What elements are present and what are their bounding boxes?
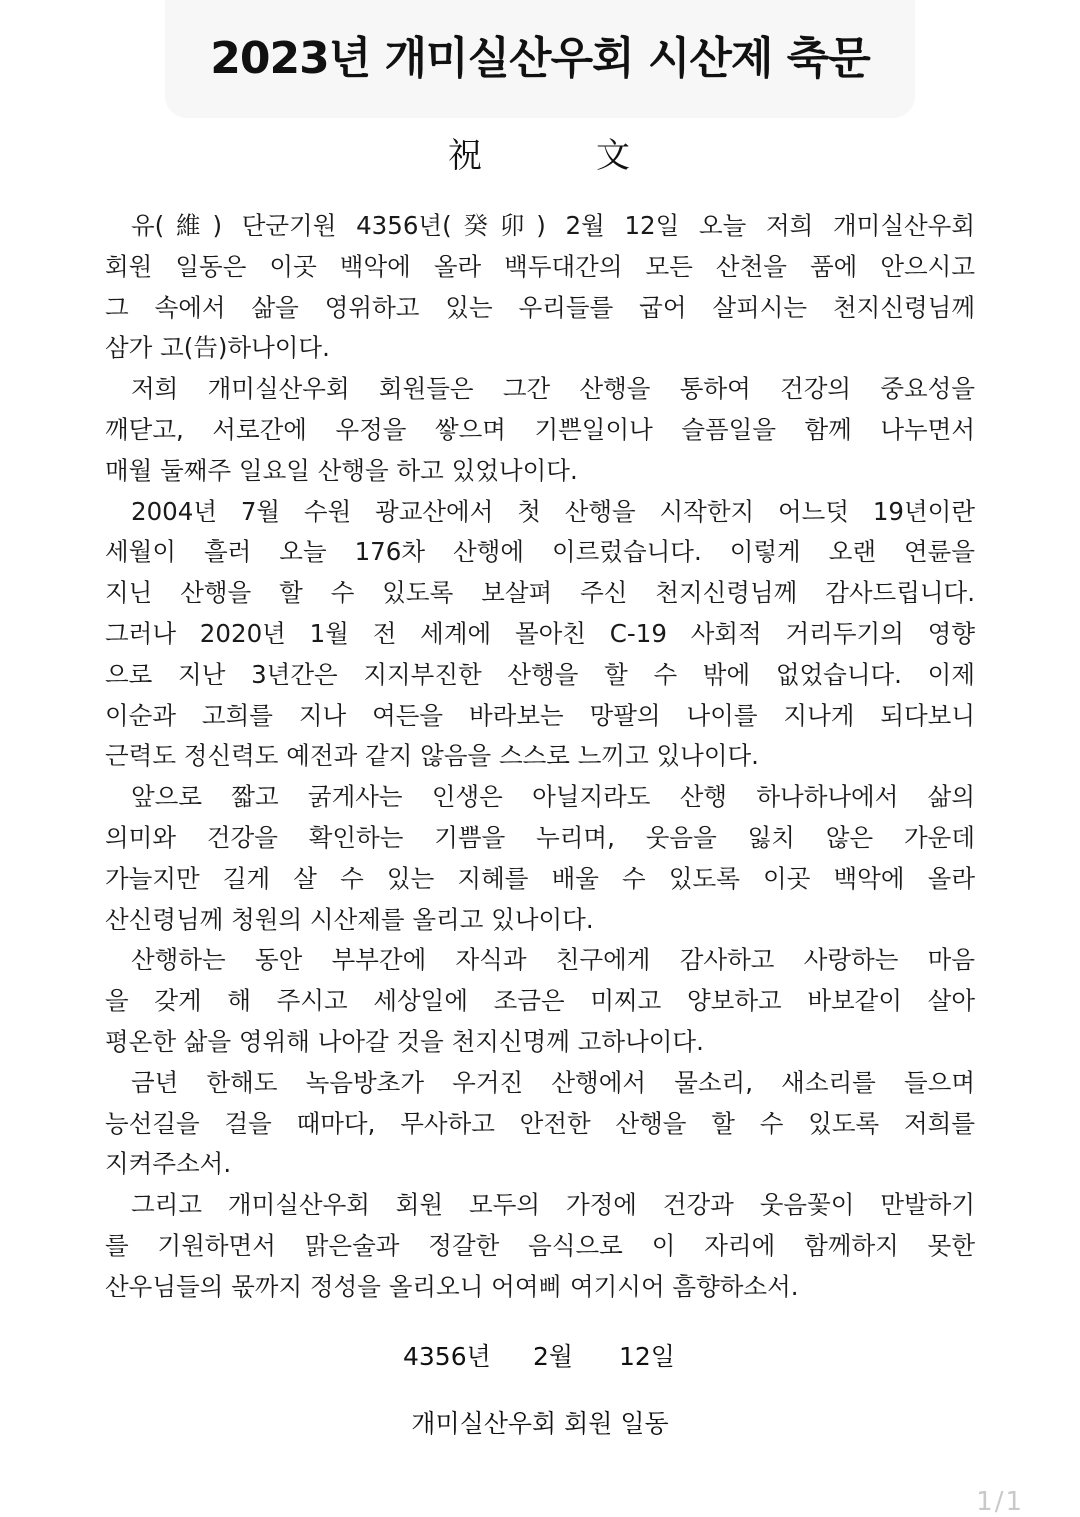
- body-line: 삼가 고(告)하나이다.: [105, 333, 330, 363]
- date-line: [0, 1335, 1080, 1379]
- body-line: 2004년 7월 수원 광교산에서 첫 산행을 시작한지 어느덧 19년이란: [131, 496, 975, 526]
- body-line: 그 속에서 삶을 영위하고 있는 우리들를 굽어 살피시는 천지신령님께: [105, 292, 975, 322]
- heading-char-1: 祝: [448, 136, 482, 176]
- body-line: 유(維) 단군기원 4356년(癸卯) 2월 12일 오늘 저희 개미실산우회: [131, 211, 975, 240]
- body-line: 근력도 정신력도 예전과 같지 않음을 스스로 느끼고 있나이다.: [105, 741, 759, 771]
- prayer-body: [105, 206, 975, 1308]
- body-line: 세월이 흘러 오늘 176차 산행에 이르렀습니다. 이렇게 오랜 연륜을: [105, 537, 975, 567]
- body-line: 지켜주소서.: [105, 1149, 232, 1179]
- body-line: 을 갖게 해 주시고 세상일에 조금은 미찌고 양보하고 바보같이 살아: [105, 986, 975, 1016]
- body-line: 그리고 개미실산우회 회원 모두의 가정에 건강과 웃음꽃이 만발하기: [131, 1190, 975, 1220]
- body-line: 의미와 건강을 확인하는 기쁨을 누리며, 웃음을 잃치 않은 가운데: [105, 822, 975, 852]
- body-line: 평온한 삶을 영위해 나아갈 것을 천지신명께 고하나이다.: [105, 1026, 704, 1056]
- body-line: 능선길을 걸을 때마다, 무사하고 안전한 산행을 할 수 있도록 저희를: [105, 1108, 975, 1138]
- body-line: 산행하는 동안 부부간에 자식과 친구에게 감사하고 사랑하는 마음: [131, 945, 975, 975]
- signature: 개미실산우회 회원 일동: [411, 1409, 669, 1438]
- date-day: 12일: [619, 1342, 675, 1371]
- body-line: 금년 한해도 녹음방초가 우거진 산행에서 물소리, 새소리를 들으며: [131, 1067, 975, 1097]
- heading-char-2: 文: [596, 136, 630, 176]
- document-heading: [0, 128, 1080, 184]
- page-indicator: 1/1: [976, 1487, 1024, 1517]
- date-month: 2월: [533, 1342, 574, 1371]
- body-line: 저희 개미실산우회 회원들은 그간 산행을 통하여 건강의 중요성을: [131, 374, 975, 404]
- body-line: 회원 일동은 이곳 백악에 올라 백두대간의 모든 산천을 품에 안으시고: [105, 251, 975, 281]
- body-line: 산우님들의 몫까지 정성을 올리오니 어여삐 여기시어 흠향하소서.: [105, 1271, 799, 1301]
- body-line: 깨닫고, 서로간에 우정을 쌓으며 기쁜일이나 슬픔일을 함께 나누면서: [105, 414, 975, 444]
- title-banner: [165, 0, 915, 118]
- body-line: 지닌 산행을 할 수 있도록 보살펴 주신 천지신령님께 감사드립니다.: [105, 578, 975, 608]
- body-line: 그러나 2020년 1월 전 세계에 몰아친 C-19 사회적 거리두기의 영향: [105, 618, 975, 648]
- body-line: 이순과 고희를 지나 여든을 바라보는 망팔의 나이를 지나게 되다보니: [105, 700, 975, 730]
- body-line: 매월 둘째주 일요일 산행을 하고 있었나이다.: [105, 455, 578, 485]
- body-line: 를 기원하면서 맑은술과 정갈한 음식으로 이 자리에 함께하지 못한: [105, 1230, 975, 1260]
- body-line: 산신령님께 청원의 시산제를 올리고 있나이다.: [105, 904, 594, 934]
- body-line: 앞으로 짧고 굵게사는 인생은 아닐지라도 산행 하나하나에서 삶의: [131, 782, 975, 812]
- body-line: 으로 지난 3년간은 지지부진한 산행을 할 수 밖에 없었습니다. 이제: [105, 659, 975, 689]
- body-line: 가늘지만 길게 살 수 있는 지혜를 배울 수 있도록 이곳 백악에 올라: [105, 863, 975, 893]
- document-title: 2023년 개미실산우회 시산제 축문: [210, 33, 870, 84]
- date-year: 4356년: [403, 1342, 491, 1371]
